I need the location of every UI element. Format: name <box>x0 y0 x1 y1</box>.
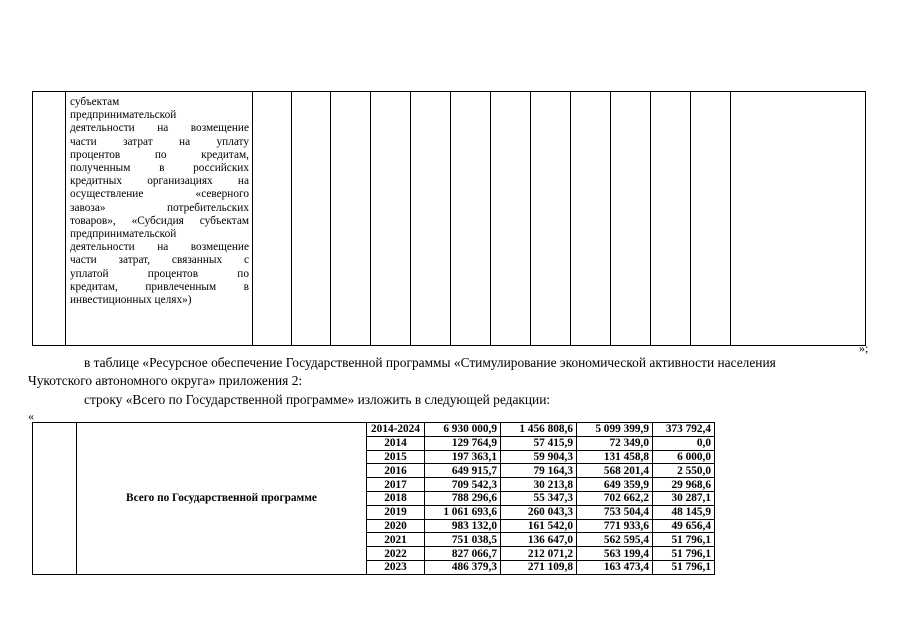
description-line: кредитам, привлеченным в <box>70 280 249 293</box>
year-cell: 2018 <box>367 491 425 505</box>
year-cell: 2014 <box>367 436 425 450</box>
paragraph-table-reference: в таблице «Ресурсное обеспечение Государственной программы «Стимулирование экономической активности населения <box>84 355 776 370</box>
amount-cell: 6 930 000,9 <box>425 423 501 437</box>
amount-cell: 72 349,0 <box>577 436 653 450</box>
amount-cell: 649 915,7 <box>425 464 501 478</box>
empty-cell <box>531 92 571 346</box>
empty-cell <box>651 92 691 346</box>
amount-cell: 59 904,3 <box>501 450 577 464</box>
table-row <box>33 423 872 437</box>
empty-cell <box>691 92 731 346</box>
amount-cell: 771 933,6 <box>577 519 653 533</box>
amount-cell: 6 000,0 <box>653 450 715 464</box>
amount-cell: 30 213,8 <box>501 478 577 492</box>
amount-cell: 373 792,4 <box>653 423 715 437</box>
paragraph-appendix-reference: Чукотского автономного округа» приложения 2: <box>28 373 303 388</box>
amount-cell: 30 287,1 <box>653 491 715 505</box>
amount-cell: 49 656,4 <box>653 519 715 533</box>
amount-cell: 129 764,9 <box>425 436 501 450</box>
empty-cell <box>33 92 66 346</box>
description-line: полученным в российских <box>70 162 249 175</box>
row-label: Всего по Государственной программе <box>77 423 367 575</box>
amount-cell: 562 595,4 <box>577 533 653 547</box>
closing-quote: »; <box>859 341 869 355</box>
amount-cell: 136 647,0 <box>501 533 577 547</box>
amount-cell: 1 061 693,6 <box>425 505 501 519</box>
description-line: деятельности на возмещение <box>70 241 249 254</box>
amount-cell: 260 043,3 <box>501 505 577 519</box>
amount-cell: 29 968,6 <box>653 478 715 492</box>
amount-cell: 983 132,0 <box>425 519 501 533</box>
amount-cell: 55 347,3 <box>501 491 577 505</box>
empty-cell <box>611 92 651 346</box>
amount-cell: 51 796,1 <box>653 533 715 547</box>
amount-cell: 709 542,3 <box>425 478 501 492</box>
amount-cell: 788 296,6 <box>425 491 501 505</box>
amount-cell: 649 359,9 <box>577 478 653 492</box>
year-cell: 2020 <box>367 519 425 533</box>
description-line: предпринимательской <box>70 228 177 241</box>
amount-cell: 57 415,9 <box>501 436 577 450</box>
empty-cell <box>715 423 872 575</box>
description-line: предпринимательской <box>70 109 177 122</box>
amount-cell: 163 473,4 <box>577 560 653 574</box>
amount-cell: 79 164,3 <box>501 464 577 478</box>
subsidy-description-cell <box>66 92 253 346</box>
amount-cell: 161 542,0 <box>501 519 577 533</box>
amount-cell: 563 199,4 <box>577 547 653 561</box>
description-line: части затрат на уплату <box>70 135 249 148</box>
empty-cell <box>371 92 411 346</box>
amount-cell: 48 145,9 <box>653 505 715 519</box>
empty-cell <box>411 92 451 346</box>
year-cell: 2023 <box>367 560 425 574</box>
amount-cell: 271 109,8 <box>501 560 577 574</box>
amount-cell: 1 456 808,6 <box>501 423 577 437</box>
amount-cell: 0,0 <box>653 436 715 450</box>
amount-cell: 2 550,0 <box>653 464 715 478</box>
empty-cell <box>253 92 292 346</box>
amount-cell: 751 038,5 <box>425 533 501 547</box>
program-table-fragment <box>32 91 866 346</box>
empty-cell <box>33 423 77 575</box>
amount-cell: 5 099 399,9 <box>577 423 653 437</box>
amount-cell: 212 071,2 <box>501 547 577 561</box>
amount-cell: 197 363,1 <box>425 450 501 464</box>
description-line: осуществление «северного <box>70 188 249 201</box>
empty-cell <box>292 92 331 346</box>
empty-cell <box>731 92 866 346</box>
description-line: субъектам <box>70 96 120 108</box>
resource-totals-table <box>32 422 872 575</box>
amount-cell: 568 201,4 <box>577 464 653 478</box>
description-line: процентов по кредитам, <box>70 148 249 161</box>
description-line: части затрат, связанных с <box>70 254 249 267</box>
amount-cell: 486 379,3 <box>425 560 501 574</box>
year-cell: 2014-2024 <box>367 423 425 437</box>
empty-cell <box>491 92 531 346</box>
year-cell: 2015 <box>367 450 425 464</box>
empty-cell <box>451 92 491 346</box>
description-line: товаров», «Субсидия субъектам <box>70 214 249 227</box>
description-line: кредитных организациях на <box>70 175 249 188</box>
description-line: уплатой процентов по <box>70 267 249 280</box>
year-cell: 2016 <box>367 464 425 478</box>
year-cell: 2019 <box>367 505 425 519</box>
year-cell: 2017 <box>367 478 425 492</box>
amount-cell: 51 796,1 <box>653 560 715 574</box>
empty-cell <box>331 92 371 346</box>
year-cell: 2021 <box>367 533 425 547</box>
amount-cell: 51 796,1 <box>653 547 715 561</box>
amount-cell: 827 066,7 <box>425 547 501 561</box>
description-line: завоза» потребительских <box>70 201 249 214</box>
year-cell: 2022 <box>367 547 425 561</box>
paragraph-row-instruction: строку «Всего по Государственной программе» изложить в следующей редакции: <box>84 392 551 407</box>
description-line: инвестиционных целях») <box>70 294 192 307</box>
amount-cell: 131 458,8 <box>577 450 653 464</box>
description-line: деятельности на возмещение <box>70 122 249 135</box>
amount-cell: 753 504,4 <box>577 505 653 519</box>
opening-quote: « <box>28 409 34 423</box>
empty-cell <box>571 92 611 346</box>
amount-cell: 702 662,2 <box>577 491 653 505</box>
